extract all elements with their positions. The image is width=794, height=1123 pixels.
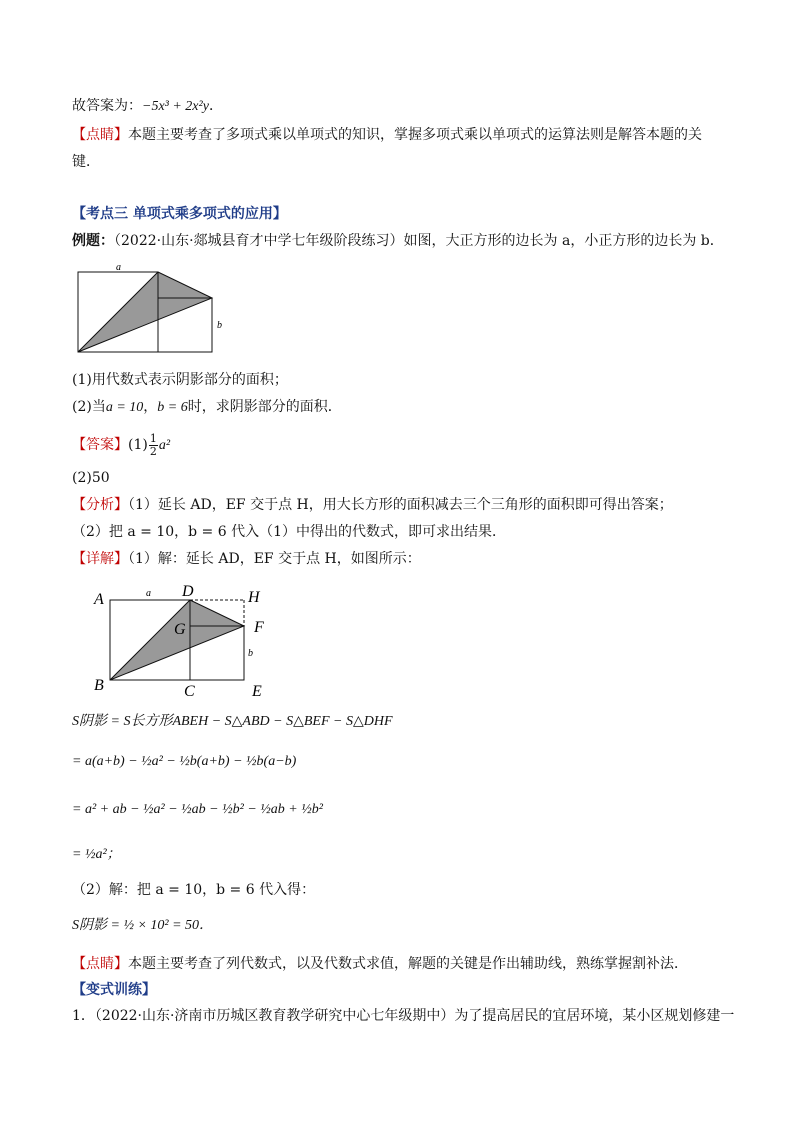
answer-line <box>72 96 223 117</box>
equation-2: = a(a+b) − ½a² − ½b(a+b) − ½b(a−b) <box>72 754 297 769</box>
detail-text: （1）解：延长 AD，EF 交于点 H，如图所示： <box>128 551 421 567</box>
analysis-tag: 【分析】 <box>72 497 128 513</box>
practice-title: 【变式训练】 <box>72 982 156 998</box>
example-line <box>72 231 724 251</box>
q2-suffix: 时，求阴影部分的面积． <box>187 399 342 415</box>
section-title: 【考点三 单项式乘多项式的应用】 <box>72 206 287 222</box>
answer-block <box>72 432 170 459</box>
dianjing-line-1 <box>72 125 702 145</box>
equation-1: S阴影 = S长方形ABEH − S△ABD − S△BEF − S△DHF <box>72 714 393 729</box>
label-F: F <box>254 619 264 636</box>
q2-a: a = 10 <box>105 400 144 415</box>
practice-question-1: 1．（2022·山东·济南市历城区教育教学研究中心七年级期中）为了提高居民的宜居环境，某小区规划修建一 <box>72 1008 735 1024</box>
answer-expression: −5x³ + 2x²y <box>142 99 209 114</box>
frac-den: 2 <box>149 444 157 458</box>
figure-1 <box>72 258 242 358</box>
answer-suffix: ． <box>208 98 223 114</box>
q2-sep: ， <box>143 399 158 415</box>
question-2 <box>72 397 342 418</box>
shaded-triangle <box>78 272 212 352</box>
part-2-line: （2）解：把 a = 10，b = 6 代入得： <box>72 882 316 898</box>
label-G: G <box>174 621 186 638</box>
label-C: C <box>184 683 195 700</box>
label-B: B <box>94 677 104 694</box>
equation-5: S阴影 = ½ × 10² = 50． <box>72 918 214 933</box>
analysis-line-1 <box>72 495 673 515</box>
equation-3: = a² + ab − ½a² − ½ab − ½b² − ½ab + ½b² <box>72 802 323 817</box>
equation-4: = ½a²； <box>72 847 121 862</box>
dianjing-tag: 【点睛】 <box>72 127 128 143</box>
q2-prefix: (2)当 <box>72 399 106 415</box>
fig2-label-a: a <box>146 588 151 599</box>
fraction-half <box>149 433 158 458</box>
dianjing-2-tag: 【点睛】 <box>72 956 128 972</box>
dianjing-2-line <box>72 954 688 974</box>
q2-b: b = 6 <box>157 400 188 415</box>
dianjing-2-text: 本题主要考查了列代数式，以及代数式求值，解题的关键是作出辅助线，熟练掌握割补法． <box>128 956 688 972</box>
answer-tag: 【答案】 <box>72 437 128 453</box>
fig1-label-b: b <box>217 320 222 331</box>
answer-prefix: 故答案为： <box>72 98 142 114</box>
dianjing-text: 本题主要考查了多项式乘以单项式的知识，掌握多项式乘以单项式的运算法则是解答本题的关 <box>128 127 702 143</box>
example-tag: 例题： <box>72 233 114 249</box>
dianjing-line-2: 键． <box>72 154 100 170</box>
answer-1-prefix: (1) <box>128 437 148 453</box>
frac-num: 1 <box>149 431 157 445</box>
detail-tag: 【详解】 <box>72 551 128 567</box>
detail-line <box>72 549 421 569</box>
label-A: A <box>94 591 104 608</box>
figure-2 <box>88 582 278 702</box>
fig2-label-b: b <box>248 648 253 659</box>
shaded-triangle-BDF <box>110 600 244 680</box>
example-text: （2022·山东·郯城县育才中学七年级阶段练习）如图，大正方形的边长为 a，小正方形的边长为 b． <box>114 233 724 249</box>
analysis-line-2: （2）把 a = 10，b = 6 代入（1）中得出的代数式，即可求出结果． <box>72 524 507 540</box>
question-1: (1)用代数式表示阴影部分的面积； <box>72 372 288 388</box>
analysis-text-1: （1）延长 AD，EF 交于点 H，用大长方形的面积减去三个三角形的面积即可得出答案； <box>128 497 673 513</box>
fig1-label-a: a <box>116 262 121 273</box>
answer-1-var: a² <box>158 438 171 453</box>
label-H: H <box>248 589 260 606</box>
answer-2: (2)50 <box>72 470 110 486</box>
label-E: E <box>252 683 262 700</box>
label-D: D <box>182 583 194 600</box>
